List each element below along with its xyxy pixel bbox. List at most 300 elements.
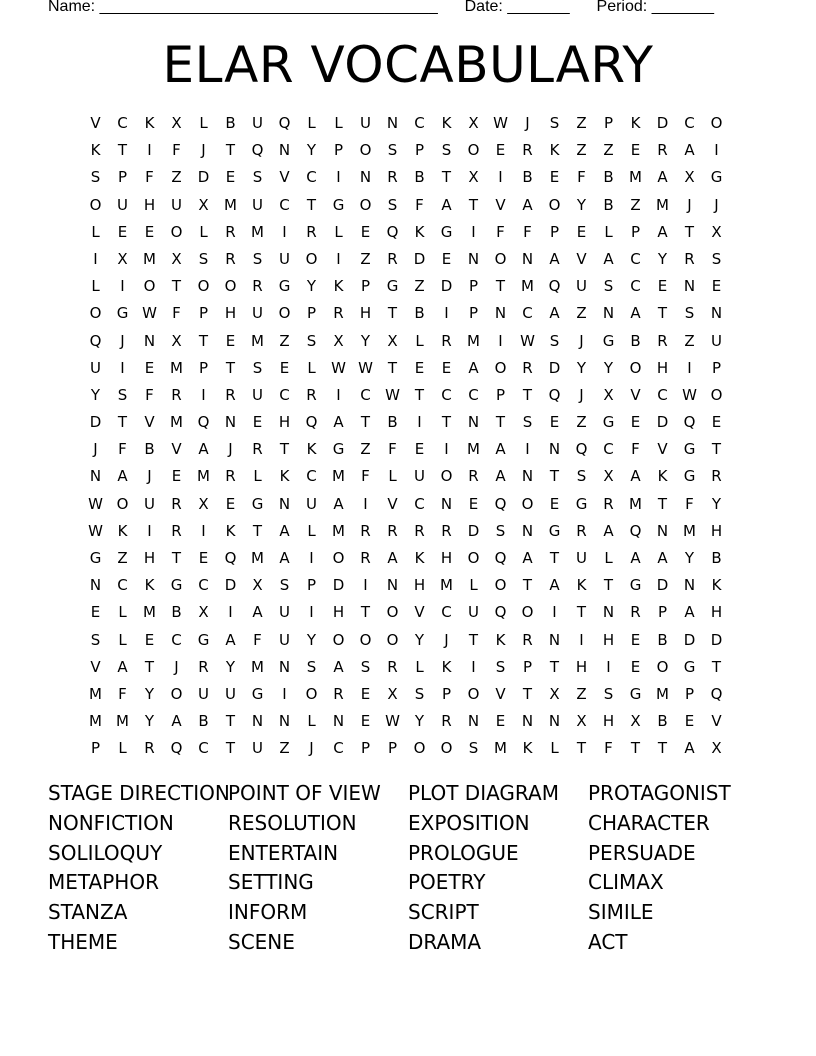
grid-letter: S bbox=[90, 168, 101, 187]
word-bank-item: POETRY bbox=[408, 870, 486, 895]
grid-letter: O bbox=[224, 277, 237, 296]
grid-letter: B bbox=[657, 712, 668, 731]
grid-letter: L bbox=[307, 358, 316, 377]
grid-letter: T bbox=[576, 739, 587, 758]
grid-letter: E bbox=[576, 222, 587, 241]
grid-letter: S bbox=[387, 141, 398, 160]
grid-letter: B bbox=[144, 440, 155, 459]
grid-letter: I bbox=[120, 358, 125, 377]
grid-letter: A bbox=[630, 304, 641, 323]
grid-letter: C bbox=[414, 114, 425, 132]
grid-letter: B bbox=[414, 304, 425, 323]
grid-letter: E bbox=[279, 358, 290, 377]
grid-letter: I bbox=[579, 630, 584, 649]
grid-letter: N bbox=[656, 521, 669, 540]
grid-letter: S bbox=[711, 249, 722, 268]
grid-letter: V bbox=[90, 657, 101, 676]
grid-letter: G bbox=[602, 413, 615, 432]
grid-letter: F bbox=[496, 222, 505, 241]
grid-letter: O bbox=[440, 739, 453, 758]
grid-letter: E bbox=[90, 603, 101, 622]
grid-letter: R bbox=[630, 603, 641, 622]
grid-letter: V bbox=[576, 249, 587, 268]
grid-letter: B bbox=[198, 712, 209, 731]
grid-letter: K bbox=[90, 141, 101, 160]
grid-letter: D bbox=[683, 630, 696, 649]
grid-letter: R bbox=[603, 494, 614, 513]
grid-letter: S bbox=[576, 467, 587, 486]
grid-letter: O bbox=[305, 684, 318, 703]
grid-letter: M bbox=[629, 168, 642, 187]
word-bank-item: PERSUADE bbox=[588, 840, 696, 865]
grid-letter: N bbox=[710, 304, 723, 323]
grid-letter: C bbox=[603, 440, 614, 459]
grid-letter: O bbox=[548, 195, 561, 214]
grid-letter: M bbox=[251, 331, 264, 350]
grid-letter: R bbox=[414, 521, 425, 540]
grid-letter: R bbox=[360, 521, 371, 540]
word-bank-item: INFORM bbox=[228, 900, 308, 925]
grid-letter: P bbox=[306, 576, 317, 595]
grid-letter: C bbox=[198, 576, 209, 595]
grid-letter: M bbox=[629, 494, 642, 513]
grid-letter: E bbox=[549, 494, 560, 513]
grid-letter: M bbox=[467, 440, 480, 459]
grid-letter: N bbox=[548, 440, 561, 459]
grid-letter: K bbox=[117, 521, 128, 540]
grid-letter: T bbox=[468, 195, 479, 214]
grid-letter: Z bbox=[279, 331, 290, 350]
grid-letter: Y bbox=[414, 712, 425, 731]
grid-letter: W bbox=[358, 358, 373, 377]
grid-letter: E bbox=[225, 168, 236, 187]
grid-letter: U bbox=[414, 467, 425, 486]
grid-letter: S bbox=[603, 684, 614, 703]
grid-letter: E bbox=[711, 277, 722, 296]
grid-letter: T bbox=[441, 413, 452, 432]
grid-letter: O bbox=[143, 277, 156, 296]
grid-letter: X bbox=[576, 712, 587, 731]
grid-letter: K bbox=[414, 549, 425, 567]
grid-letter: X bbox=[603, 385, 614, 404]
grid-letter: U bbox=[117, 195, 128, 214]
grid-letter: G bbox=[602, 331, 615, 350]
grid-letter: L bbox=[388, 467, 397, 486]
grid-letter: K bbox=[279, 467, 290, 486]
grid-letter: E bbox=[225, 331, 236, 350]
grid-letter: M bbox=[251, 222, 264, 241]
grid-letter: C bbox=[414, 494, 425, 513]
grid-letter: P bbox=[90, 739, 101, 758]
grid-letter: P bbox=[441, 684, 452, 703]
grid-letter: I bbox=[228, 603, 233, 622]
grid-letter: M bbox=[332, 467, 345, 486]
grid-letter: A bbox=[171, 712, 182, 731]
grid-letter: T bbox=[306, 195, 317, 214]
grid-letter: I bbox=[336, 385, 341, 404]
grid-letter: X bbox=[711, 222, 722, 241]
grid-letter: H bbox=[224, 304, 237, 323]
grid-letter: N bbox=[251, 712, 264, 731]
grid-letter: R bbox=[387, 657, 398, 676]
grid-letter: O bbox=[521, 494, 534, 513]
grid-letter: X bbox=[468, 114, 479, 132]
grid-letter: E bbox=[117, 222, 128, 241]
grid-letter: X bbox=[198, 494, 209, 513]
grid-letter: J bbox=[579, 385, 584, 404]
grid-letter: P bbox=[306, 304, 317, 323]
grid-letter: O bbox=[629, 358, 642, 377]
grid-letter: G bbox=[278, 277, 291, 296]
grid-letter: X bbox=[198, 603, 209, 622]
word-bank-item: SCRIPT bbox=[408, 900, 479, 925]
grid-letter: Y bbox=[144, 684, 155, 703]
grid-letter: I bbox=[282, 684, 287, 703]
grid-letter: M bbox=[656, 195, 669, 214]
grid-letter: B bbox=[711, 549, 722, 567]
name-label: Name: bbox=[48, 0, 96, 15]
grid-letter: S bbox=[117, 385, 128, 404]
grid-letter: E bbox=[360, 684, 371, 703]
grid-letter: R bbox=[171, 385, 182, 404]
grid-letter: L bbox=[334, 114, 343, 132]
grid-letter: K bbox=[144, 114, 155, 132]
grid-letter: J bbox=[714, 195, 719, 214]
grid-letter: P bbox=[630, 222, 641, 241]
grid-letter: T bbox=[549, 549, 560, 567]
grid-letter: D bbox=[332, 576, 345, 595]
grid-letter: Z bbox=[576, 413, 587, 432]
grid-letter: P bbox=[522, 657, 533, 676]
grid-letter: E bbox=[252, 413, 263, 432]
grid-letter: K bbox=[549, 141, 560, 160]
grid-letter: S bbox=[549, 114, 560, 132]
grid-letter: R bbox=[360, 549, 371, 567]
grid-letter: X bbox=[171, 114, 182, 132]
grid-letter: I bbox=[714, 141, 719, 160]
grid-letter: N bbox=[602, 603, 615, 622]
grid-letter: H bbox=[359, 304, 372, 323]
grid-letter: S bbox=[603, 277, 614, 296]
grid-letter: N bbox=[548, 630, 561, 649]
grid-letter: W bbox=[142, 304, 157, 323]
grid-letter: A bbox=[684, 141, 695, 160]
grid-letter: J bbox=[228, 440, 233, 459]
grid-letter: A bbox=[333, 494, 344, 513]
grid-letter: N bbox=[278, 494, 291, 513]
grid-letter: K bbox=[306, 440, 317, 459]
grid-letter: X bbox=[387, 684, 398, 703]
grid-letter: R bbox=[387, 249, 398, 268]
grid-letter: S bbox=[522, 413, 533, 432]
grid-letter: O bbox=[359, 141, 372, 160]
grid-letter: D bbox=[656, 576, 669, 595]
grid-letter: U bbox=[252, 385, 263, 404]
grid-letter: T bbox=[171, 277, 182, 296]
grid-letter: U bbox=[225, 684, 236, 703]
grid-letter: U bbox=[279, 603, 290, 622]
grid-letter: S bbox=[252, 168, 263, 187]
grid-letter: N bbox=[467, 712, 480, 731]
grid-letter: O bbox=[332, 630, 345, 649]
grid-letter: T bbox=[225, 141, 236, 160]
grid-letter: E bbox=[630, 141, 641, 160]
grid-letter: V bbox=[279, 168, 290, 187]
grid-letter: G bbox=[629, 684, 642, 703]
grid-letter: L bbox=[307, 521, 316, 540]
grid-letter: R bbox=[225, 467, 236, 486]
grid-letter: T bbox=[468, 630, 479, 649]
grid-letter: H bbox=[278, 413, 291, 432]
grid-letter: O bbox=[89, 195, 102, 214]
grid-letter: O bbox=[440, 467, 453, 486]
grid-letter: M bbox=[683, 521, 696, 540]
word-bank-item: SIMILE bbox=[588, 900, 654, 925]
grid-letter: C bbox=[117, 114, 128, 132]
grid-letter: O bbox=[359, 630, 372, 649]
grid-letter: K bbox=[441, 657, 452, 676]
grid-letter: U bbox=[279, 630, 290, 649]
grid-letter: R bbox=[306, 385, 317, 404]
grid-letter: A bbox=[549, 304, 560, 323]
grid-letter: E bbox=[549, 413, 560, 432]
grid-letter: Q bbox=[494, 603, 507, 622]
grid-letter: Q bbox=[251, 141, 264, 160]
grid-letter: U bbox=[144, 494, 155, 513]
grid-letter: R bbox=[441, 712, 452, 731]
grid-letter: Y bbox=[225, 657, 236, 676]
grid-letter: H bbox=[710, 603, 723, 622]
grid-letter: F bbox=[361, 467, 370, 486]
grid-letter: K bbox=[630, 114, 641, 132]
grid-letter: P bbox=[711, 358, 722, 377]
grid-letter: G bbox=[197, 630, 210, 649]
grid-letter: O bbox=[170, 222, 183, 241]
grid-letter: P bbox=[198, 358, 209, 377]
grid-letter: H bbox=[332, 603, 345, 622]
word-bank-item: STAGE DIRECTION bbox=[48, 781, 230, 805]
grid-letter: A bbox=[333, 413, 344, 432]
grid-letter: U bbox=[576, 277, 587, 296]
grid-letter: N bbox=[143, 331, 156, 350]
grid-letter: V bbox=[171, 440, 182, 459]
grid-letter: P bbox=[468, 304, 479, 323]
grid-letter: O bbox=[116, 494, 129, 513]
grid-letter: H bbox=[656, 358, 669, 377]
grid-letter: A bbox=[657, 222, 668, 241]
grid-letter: A bbox=[252, 603, 263, 622]
grid-letter: N bbox=[386, 576, 399, 595]
grid-letter: S bbox=[279, 576, 290, 595]
grid-letter: X bbox=[387, 331, 398, 350]
grid-letter: I bbox=[363, 494, 368, 513]
grid-letter: A bbox=[468, 358, 479, 377]
grid-letter: F bbox=[145, 168, 154, 187]
grid-letter: T bbox=[117, 413, 128, 432]
grid-letter: F bbox=[172, 304, 181, 323]
grid-letter: H bbox=[440, 549, 453, 567]
grid-letter: A bbox=[198, 440, 209, 459]
grid-letter: M bbox=[521, 277, 534, 296]
grid-letter: E bbox=[171, 467, 182, 486]
grid-letter: T bbox=[117, 141, 128, 160]
grid-letter: T bbox=[360, 603, 371, 622]
grid-letter: T bbox=[252, 521, 263, 540]
grid-letter: V bbox=[495, 195, 506, 214]
date-blank: _______ bbox=[507, 0, 570, 15]
grid-letter: D bbox=[197, 168, 210, 187]
grid-letter: I bbox=[525, 440, 530, 459]
grid-letter: O bbox=[494, 358, 507, 377]
grid-letter: T bbox=[549, 467, 560, 486]
grid-letter: E bbox=[414, 440, 425, 459]
grid-letter: T bbox=[441, 168, 452, 187]
grid-letter: O bbox=[494, 576, 507, 595]
grid-letter: I bbox=[120, 277, 125, 296]
grid-letter: I bbox=[417, 413, 422, 432]
word-bank-item: THEME bbox=[48, 929, 118, 954]
grid-letter: Q bbox=[386, 222, 399, 241]
grid-letter: Z bbox=[171, 168, 182, 187]
grid-letter: G bbox=[629, 576, 642, 595]
grid-letter: N bbox=[467, 249, 480, 268]
grid-letter: F bbox=[631, 440, 640, 459]
grid-letter: T bbox=[171, 549, 182, 567]
grid-letter: X bbox=[171, 249, 182, 268]
grid-letter: I bbox=[444, 304, 449, 323]
grid-letter: I bbox=[93, 249, 98, 268]
grid-letter: C bbox=[630, 277, 641, 296]
grid-letter: R bbox=[225, 385, 236, 404]
grid-letter: C bbox=[468, 385, 479, 404]
word-bank-item: PROLOGUE bbox=[408, 840, 519, 865]
grid-letter: W bbox=[88, 494, 103, 513]
grid-letter: T bbox=[495, 413, 506, 432]
grid-letter: K bbox=[576, 576, 587, 595]
grid-letter: V bbox=[414, 603, 425, 622]
grid-letter: R bbox=[468, 467, 479, 486]
grid-letter: H bbox=[710, 521, 723, 540]
grid-letter: N bbox=[467, 413, 480, 432]
grid-letter: N bbox=[548, 712, 561, 731]
grid-letter: U bbox=[360, 114, 371, 132]
grid-letter: W bbox=[88, 521, 103, 540]
grid-letter: Y bbox=[90, 385, 101, 404]
grid-letter: T bbox=[522, 684, 533, 703]
grid-letter: Z bbox=[360, 440, 371, 459]
grid-letter: S bbox=[495, 657, 506, 676]
grid-letter: Y bbox=[360, 331, 371, 350]
grid-letter: T bbox=[360, 413, 371, 432]
grid-letter: Z bbox=[684, 331, 695, 350]
grid-letter: C bbox=[117, 576, 128, 595]
grid-letter: V bbox=[657, 440, 668, 459]
grid-letter: G bbox=[575, 494, 588, 513]
grid-letter: R bbox=[387, 168, 398, 187]
grid-letter: O bbox=[467, 684, 480, 703]
grid-letter: A bbox=[657, 549, 668, 567]
grid-letter: S bbox=[468, 739, 479, 758]
grid-letter: J bbox=[120, 331, 125, 350]
grid-letter: Y bbox=[576, 195, 587, 214]
grid-letter: O bbox=[521, 603, 534, 622]
grid-letter: H bbox=[143, 549, 156, 567]
grid-letter: Q bbox=[170, 739, 183, 758]
grid-letter: I bbox=[147, 141, 152, 160]
grid-letter: J bbox=[174, 657, 179, 676]
grid-letter: G bbox=[710, 168, 723, 187]
grid-letter: K bbox=[495, 630, 506, 649]
grid-letter: Q bbox=[197, 413, 210, 432]
grid-letter: T bbox=[387, 358, 398, 377]
grid-letter: T bbox=[414, 385, 425, 404]
grid-letter: L bbox=[469, 576, 478, 595]
grid-letter: X bbox=[171, 331, 182, 350]
grid-letter: W bbox=[385, 712, 400, 731]
grid-letter: H bbox=[143, 195, 156, 214]
grid-letter: P bbox=[468, 277, 479, 296]
grid-letter: N bbox=[683, 576, 696, 595]
grid-letter: X bbox=[630, 712, 641, 731]
grid-letter: J bbox=[147, 467, 152, 486]
grid-letter: T bbox=[603, 576, 614, 595]
grid-letter: S bbox=[198, 249, 209, 268]
grid-letter: U bbox=[711, 331, 722, 350]
grid-letter: K bbox=[657, 467, 668, 486]
grid-letter: M bbox=[656, 684, 669, 703]
grid-letter: R bbox=[522, 358, 533, 377]
grid-letter: R bbox=[171, 521, 182, 540]
grid-letter: N bbox=[89, 467, 102, 486]
grid-letter: S bbox=[387, 195, 398, 214]
grid-letter: F bbox=[253, 630, 262, 649]
grid-letter: T bbox=[495, 277, 506, 296]
grid-letter: U bbox=[171, 195, 182, 214]
grid-letter: O bbox=[305, 249, 318, 268]
grid-letter: Z bbox=[576, 684, 587, 703]
grid-letter: L bbox=[118, 739, 127, 758]
grid-letter: I bbox=[147, 521, 152, 540]
grid-letter: A bbox=[657, 168, 668, 187]
grid-letter: T bbox=[711, 440, 722, 459]
grid-letter: C bbox=[684, 114, 695, 132]
grid-letter: W bbox=[331, 358, 346, 377]
grid-letter: L bbox=[307, 712, 316, 731]
grid-letter: I bbox=[471, 657, 476, 676]
grid-letter: R bbox=[522, 630, 533, 649]
grid-letter: Z bbox=[279, 739, 290, 758]
grid-letter: S bbox=[306, 657, 317, 676]
grid-letter: J bbox=[93, 440, 98, 459]
grid-letter: H bbox=[575, 657, 588, 676]
grid-letter: U bbox=[576, 549, 587, 567]
grid-letter: N bbox=[224, 413, 237, 432]
grid-letter: Z bbox=[630, 195, 641, 214]
grid-letter: U bbox=[252, 114, 263, 132]
grid-letter: R bbox=[441, 331, 452, 350]
grid-letter: Q bbox=[224, 549, 237, 567]
header-line bbox=[48, 0, 714, 20]
grid-letter: N bbox=[278, 657, 291, 676]
grid-letter: Y bbox=[657, 249, 668, 268]
grid-letter: W bbox=[682, 385, 697, 404]
grid-letter: X bbox=[333, 331, 344, 350]
grid-letter: V bbox=[495, 684, 506, 703]
grid-letter: P bbox=[684, 684, 695, 703]
grid-letter: P bbox=[198, 304, 209, 323]
word-bank-item: SCENE bbox=[228, 929, 295, 954]
grid-letter: X bbox=[711, 739, 722, 758]
